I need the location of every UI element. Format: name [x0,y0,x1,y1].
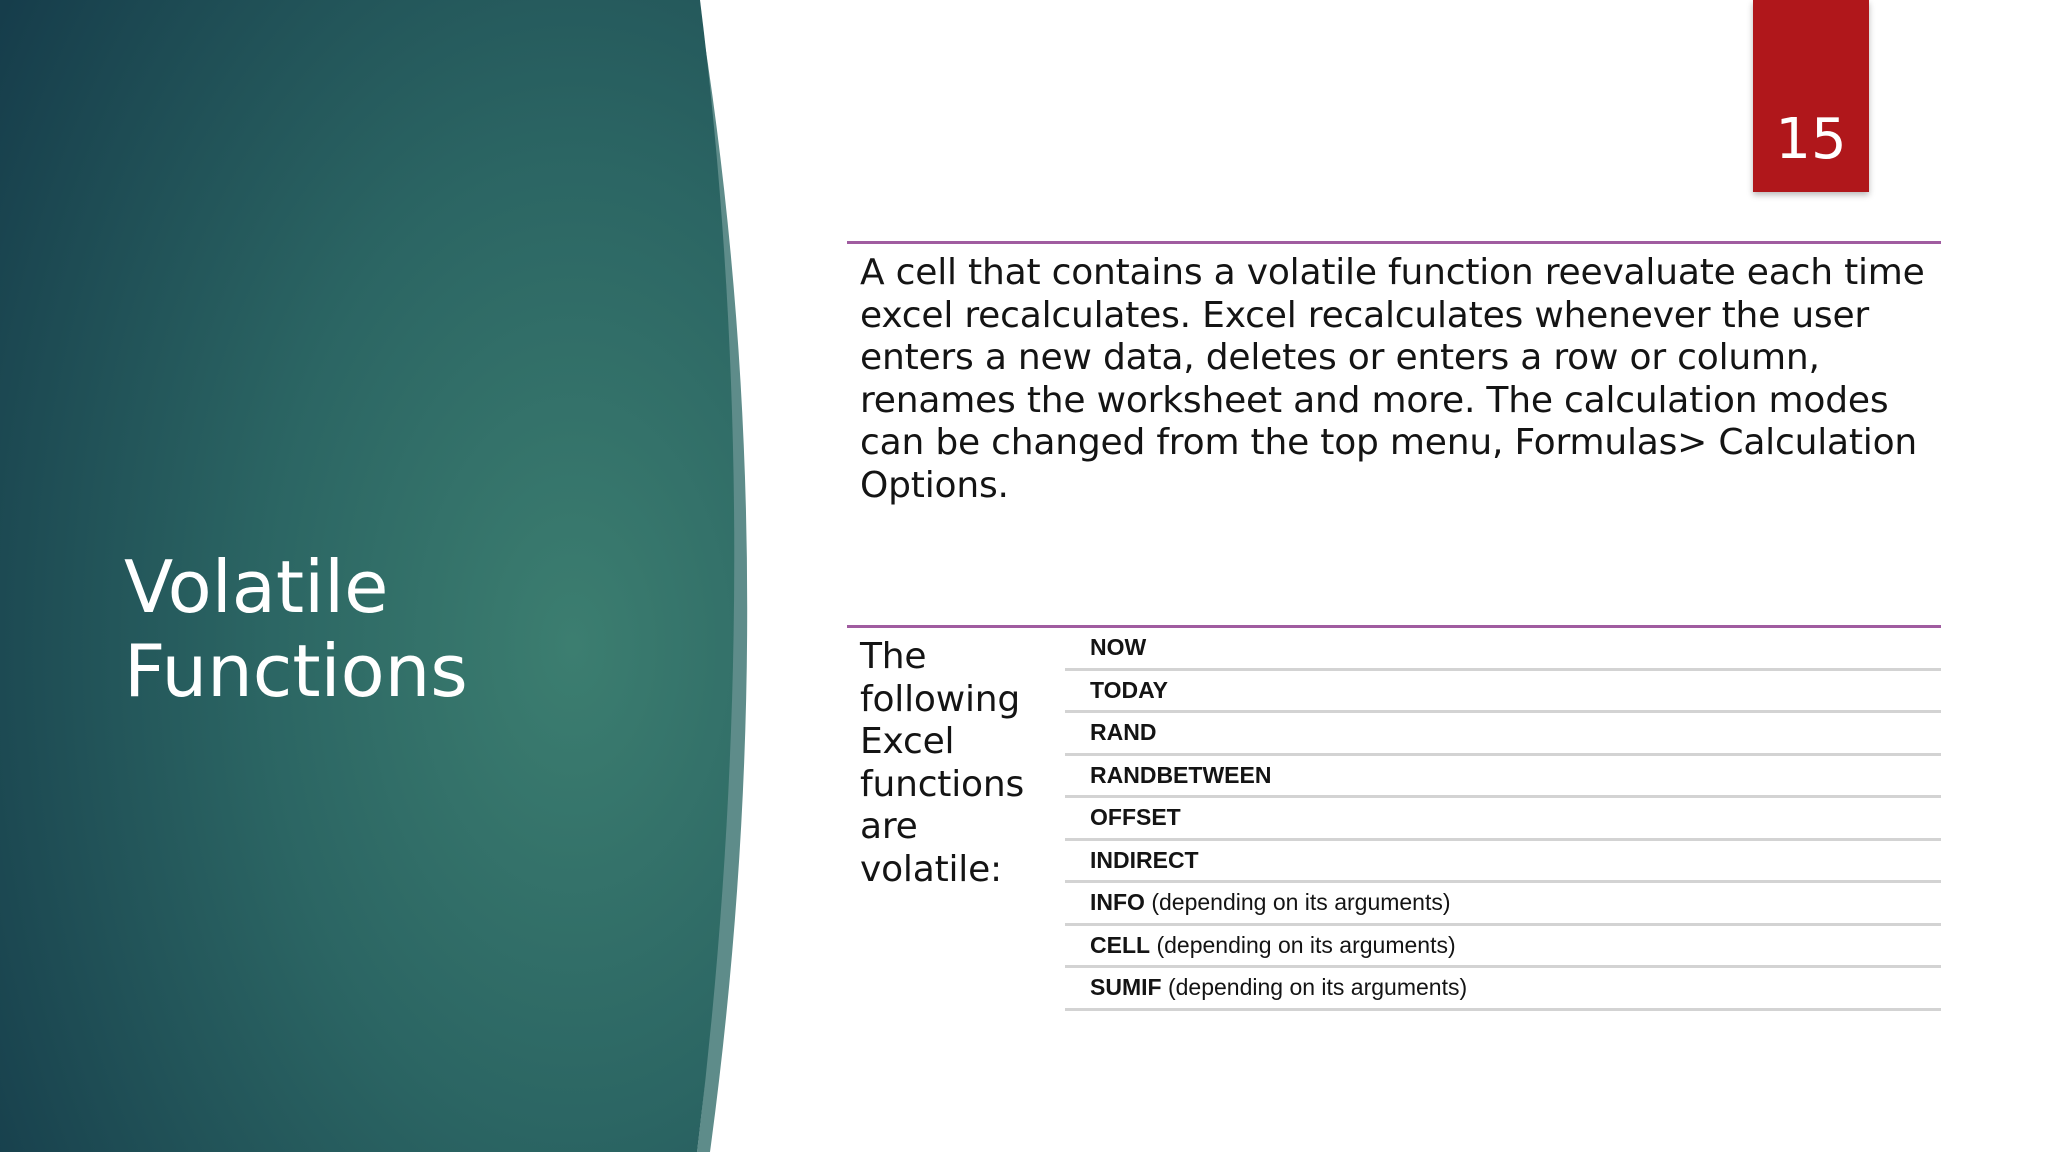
function-name: RANDBETWEEN [1090,761,1272,788]
function-name: INDIRECT [1090,846,1199,873]
function-name: NOW [1090,634,1147,660]
list-item [1065,841,1941,884]
list-item [1065,926,1941,969]
function-note: (depending on its arguments) [1161,974,1468,1000]
page-number-badge [1753,0,1869,192]
slide-title-line-1: Volatile [124,545,389,629]
list-item [1065,713,1941,756]
function-note: (depending on its arguments) [1150,931,1456,958]
function-name: RAND [1090,719,1157,745]
list-item [1065,628,1941,671]
slide-title-line-2: Functions [124,629,468,713]
volatile-function-list [1065,628,1941,1011]
function-name: INFO [1090,889,1145,915]
list-item [1065,756,1941,799]
lead-line: functions [860,763,1025,805]
lead-line: The [860,636,927,677]
list-item [1065,671,1941,714]
function-note: (depending on its arguments) [1144,889,1451,915]
function-name: SUMIF [1090,974,1162,1000]
lead-line: Excel [860,721,955,762]
lead-line: following [860,678,1021,720]
list-lead-text [860,636,1050,891]
lead-line: are [860,806,918,847]
intro-paragraph: A cell that contains a volatile function reevaluate each time excel recalculates. Excel recalculates whenever the user enters a new data, deletes or enters a row or column, renames the worksheet and more. The calculation modes can be changed from the top menu, Formulas> Calculation Options. [860,252,1925,506]
top-divider [847,241,1941,244]
list-item [1065,968,1941,1011]
lead-line: volatile: [860,848,1002,890]
list-item [1065,883,1941,926]
function-name: CELL [1090,931,1151,958]
list-item [1065,798,1941,841]
slide-title [124,545,684,713]
function-name: OFFSET [1090,804,1181,830]
page-number: 15 [1775,107,1847,172]
function-name: TODAY [1090,676,1168,703]
